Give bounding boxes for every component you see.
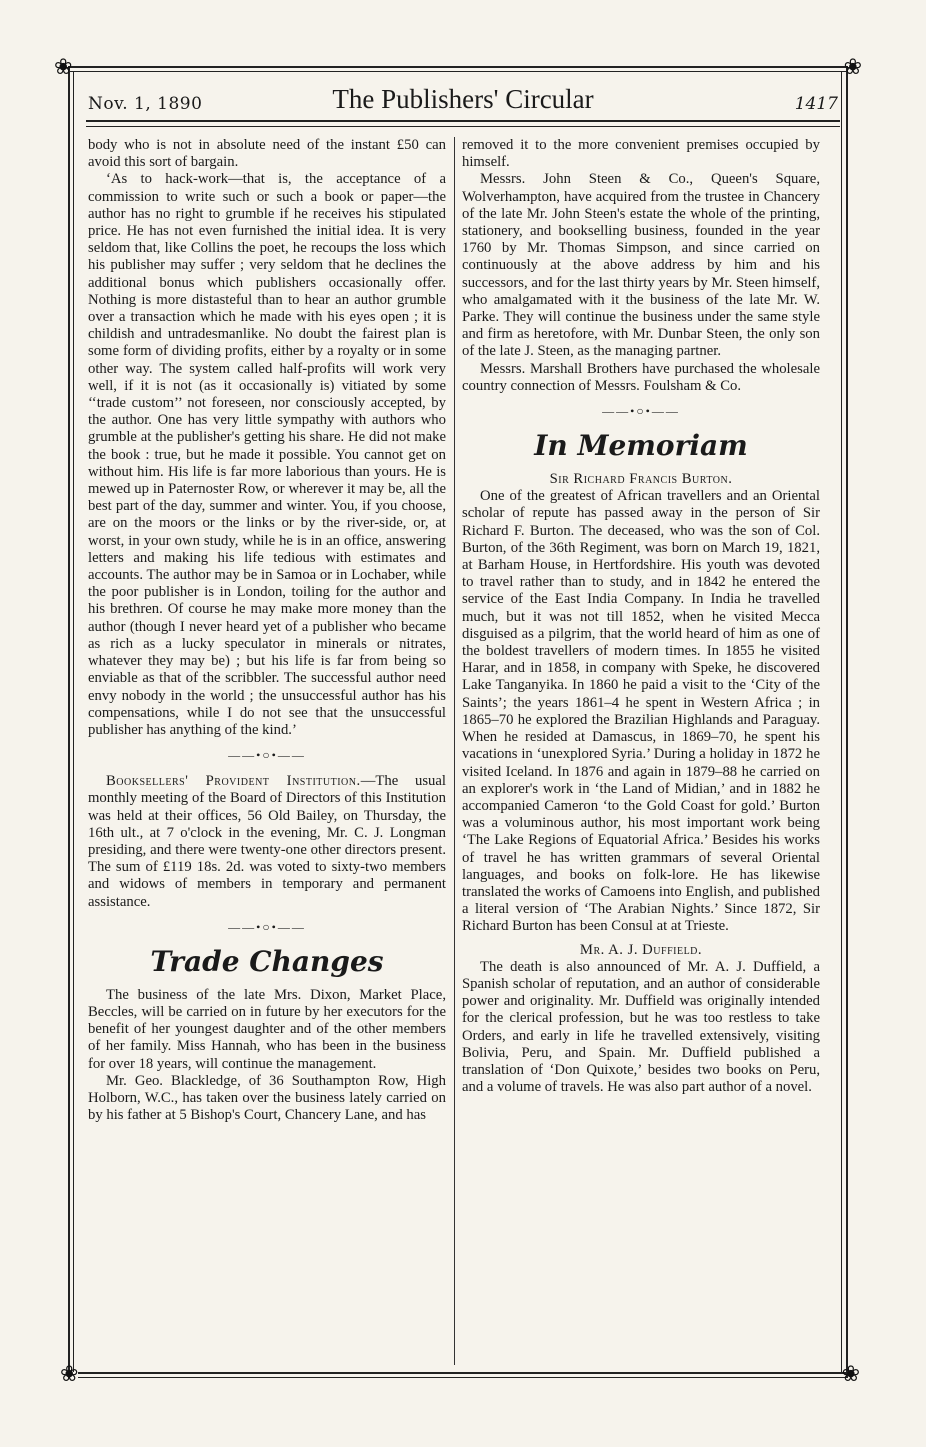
header-rule-thin — [86, 126, 840, 127]
corner-ornament-icon: ❀ — [843, 55, 862, 80]
paragraph: Messrs. John Steen & Co., Queen's Square, Wolverhampton, have acquired from the trustee in Chancery of the late Mr. John Steen's estate the whole of the printing, stationery, and bookselling business, founded in the year 1760 by Mr. Thomas Simpson, and since carried on continuously at the above address by him and his successors, and for the last thirty years by Mr. Steen himself, who amalgamated with it the business of the late Mr. W. Parke. They will continue the business under the same style and firm as heretofore, with Mr. Dunbar Steen, the only son of the late J. Steen, as the managing partner. — [462, 171, 820, 360]
bottom-border-rule — [78, 1372, 848, 1374]
paragraph: The business of the late Mrs. Dixon, Market Place, Beccles, will be carried on in future by her executors for the benefit of her youngest daughter and of the other members of her family. Miss Hannah, who has been in the business for over 18 years, will continue the management. — [88, 986, 446, 1072]
paragraph: One of the greatest of African travellers and an Oriental scholar of repute has passed away in the person of Sir Richard F. Burton. The deceased, who was the son of Col. Burton, of the 36th Regiment, was born on March 19, 1821, at Barham House, in Hertfordshire. His youth was devoted to travel rather than to study, and in 1842 he entered the service of the East India Company. In India he travelled much, but it was not till 1852, when he visited Mecca disguised as a pilgrim, that the world heard of him as one of the boldest travellers of modern times. In 1855 he visited Harar, and in 1858, in company with Speke, he discovered Lake Tanganyika. In 1860 he paid a visit to the ‘City of the Saints’; the years 1861–4 he spent in Western Africa ; in 1865–70 he explored the Brazilian Highlands and Paraguay. When he resided at Damascus, in 1869–70, he spent his vacations in ‘unexplored Syria.’ During a holiday in 1872 he visited Iceland. In 1876 and again in 1879–88 he carried on an explorer's work in ‘the Land of Midian,’ and in 1882 he accompanied Cameron ‘to the Gold Coast for gold.’ Burton was a voluminous author, his most important work being ‘The Lake Regions of Equatorial Africa.’ Besides his works of travel he has written grammars of several Oriental languages, and books on folk-lore. He has likewise translated the works of Camoens into English, and published a literal version of ‘The Arabian Nights.’ Since 1872, Sir Richard Burton has been Consul at at Trieste. — [462, 488, 820, 935]
publication-title: The Publishers' Circular — [332, 84, 594, 114]
top-border-rule-thin — [68, 71, 848, 72]
bottom-border-rule-thin — [78, 1377, 848, 1378]
duffield-subheading: Mr. A. J. Duffield. — [579, 941, 703, 958]
paragraph: removed it to the more convenient premises occupied by himself. — [462, 137, 820, 171]
corner-ornament-icon: ❀ — [54, 55, 73, 80]
left-border-rule-thin — [73, 72, 74, 1372]
right-border-rule — [846, 66, 848, 1378]
in-memoriam-heading: In Memoriam — [534, 429, 748, 463]
paragraph: The death is also announced of Mr. A. J. Duffield, a Spanish scholar of reputation, and an author of considerable power and originality. Mr. Duffield was originally intended for the clerical profession, but he was too restless to take Orders, and early in life he travelled extensively, visiting Bolivia, Peru, and Spain. Mr. Duffield published a translation of ‘Don Quixote,’ besides two books on Peru, and a volume of travels. He was also part author of a novel. — [462, 958, 820, 1096]
section-separator: ——•○•—— — [228, 748, 306, 763]
column-divider — [454, 137, 455, 1365]
booksellers-paragraph — [88, 773, 446, 911]
section-separator: ——•○•—— — [228, 919, 306, 934]
corner-ornament-icon: ❀ — [60, 1362, 79, 1387]
trade-changes-heading: Trade Changes — [150, 944, 384, 978]
paragraph: body who is not in absolute need of the instant £50 can avoid this sort of bargain. — [88, 137, 446, 171]
top-border-rule — [68, 66, 848, 68]
right-column — [462, 137, 820, 1096]
paragraph: ‘As to hack-work—that is, the acceptance of a commission to write such or such a book or paper—the author has no right to grumble if he receives his stipulated price. He has not even furnished the initial idea. It is very seldom that, like Collins the poet, he recoups the loss which his publisher may suffer ; very seldom that he declines the additional bonus which publishers occasionally offer. Nothing is more distasteful than to hear an author grumble over a transaction which he made with his eyes open ; it is childish and untradesmanlike. No doubt the fairest plan is some form of dividing profits, either by a royalty or in some other way. The system called half-profits will work very well, if it is not (as it occasionally is) vitiated by some ‘‘trade custom’’ not foreseen, nor consciously accepted, by the author. One has very little sympathy with authors who grumble at the publisher's getting his share. He did not make the book : true, but he made it possible. You cannot get on without him. His life is far more laborious than yours. He is mewed up in Paternoster Row, or wherever it may be, all the best part of the day, summer and winter. You, if you choose, are on the moors or the links or by the river-side, or, at worst, in your own study, while he is in an office, answering letters and making his life tedious with estimates and accounts. The author may be in Samoa or in Lochaber, while the poor publisher is in London, toiling for the author and his brethren. Of course he may make more money than the author (though I never heard yet of a publisher who became as rich as a lucky speculator in minerals or nitrates, whatever they may be) ; but his life is far from being so enviable as that of the scribbler. The successful author need envy nobody in the world ; the unsuccessful author has his compensations, while I do not see that the unsuccessful publisher has anything of the kind.’ — [88, 171, 446, 738]
corner-ornament-icon: ❀ — [841, 1362, 860, 1387]
left-border-rule — [68, 66, 70, 1378]
burton-subheading: Sir Richard Francis Burton. — [549, 471, 733, 488]
issue-date: Nov. 1, 1890 — [88, 94, 203, 114]
header-rule — [86, 120, 840, 122]
paragraph: Mr. Geo. Blackledge, of 36 Southampton Row, High Holborn, W.C., has taken over the business lately carried on by his father at 5 Bishop's Court, Chancery Lane, and has — [88, 1072, 446, 1124]
left-column — [88, 137, 446, 1124]
paragraph: Messrs. Marshall Brothers have purchased the wholesale country connection of Messrs. Foulsham & Co. — [462, 360, 820, 394]
booksellers-body: —The usual monthly meeting of the Board of Directors of this Institution was held at their offices, 56 Old Bailey, on Thursday, the 16th ult., at 7 o'clock in the evening, Mr. C. J. Longman presiding, and there were twenty-one other directors present. The sum of £119 18s. 2d. was voted to sixty-two members and widows of members in temporary and permanent assistance. — [88, 773, 446, 910]
booksellers-heading: Booksellers' Provident Institution. — [106, 773, 361, 790]
page-number: 1417 — [794, 94, 838, 114]
page-header — [88, 84, 838, 116]
right-border-rule-thin — [841, 72, 842, 1372]
section-separator: ——•○•—— — [602, 404, 680, 419]
